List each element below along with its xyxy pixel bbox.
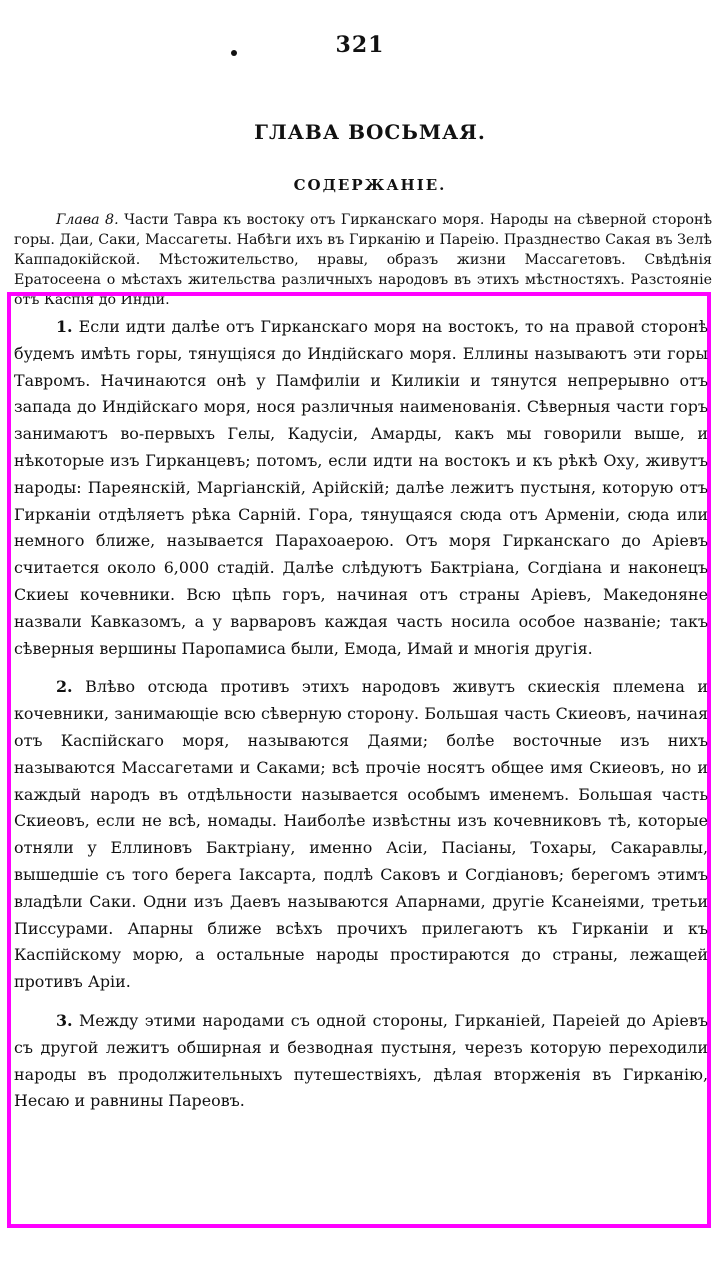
contents-heading: СОДЕРЖАНIЕ. — [293, 176, 447, 194]
paragraph-text: Между этими народами съ одной стороны, Гирканiей, Пареiей до Арiевъ съ другой лежитъ обширная и безводная пустыня, черезъ которую переходили народы въ продолжительныхъ путешествiяхъ, дѣлая вторженiя въ Гирканiю, Несаю и равнины Пареовъ. — [14, 1010, 708, 1111]
paragraph-text: Если идти далѣе отъ Гирканскаго моря на востокъ, то на правой сторонѣ будемъ имѣть горы, тянущiяся до Индiйскаго моря. Еллины называютъ эти горы Тавромъ. Начинаются онѣ у Памфилiи и Киликiи и тянутся непрерывно отъ запада до Индiйскаго моря, нося различныя наименованiя. Сѣверныя части горъ занимаютъ во-первыхъ Гелы, Кадусiи, Амарды, какъ мы говорили выше, и нѣкоторые изъ Гирканцевъ; потомъ, если идти на востокъ и къ рѣкѣ Оху, живутъ народы: Пареянскiй, Маргiанскiй, Арiйскiй; далѣе лежитъ пустыня, которую отъ Гирканiи отдѣляетъ рѣка Сарнiй. Гора, тянущаяся сюда отъ Арменiи, сюда или немного ближе, называется Парахоаерою. Отъ моря Гирканскаго до Арiевъ считается около 6,000 стадiй. Далѣе слѣдуютъ Бактрiана, Согдiана и наконецъ Скиеы кочевники. Всю цѣпь горъ, начиная отъ страны Арiевъ, Македоняне назвали Кавказомъ, а у варваровъ каждая часть носила особое названiе; такъ сѣверныя вершины Паропамиса были, Емода, Имай и многiя другiя. — [14, 317, 708, 658]
paragraph-text: Влѣво отсюда противъ этихъ народовъ живутъ скиескiя племена и кочевники, занимающiе всю сѣверную сторону. Большая часть Скиеовъ, начиная отъ Каспiйскаго моря, называются Даями; болѣе восточные изъ нихъ называются Массагетами и Саками; всѣ прочiе носятъ общее имя Скиеовъ, но и каждый народъ въ отдѣльности называется особымъ именемъ. Большая часть Скиеовъ, если не всѣ, номады. Наиболѣе извѣстны изъ кочевниковъ тѣ, которые отняли у Еллиновъ Бактрiану, именно Асiи, Пасiаны, Тохары, Сакаравлы, вышедшiе съ того берега Iаксарта, подлѣ Саковъ и Согдiановъ; берегомъ этимъ владѣли Саки. Одни изъ Даевъ называются Апарнами, другiе Ксанеiями, третьи Писсурами. Апарны ближе всѣхъ прочихъ прилегаютъ къ Гирканiи и къ Каспiйскому морю, а остальные народы простираются до страны, лежащей противъ Арiи. — [14, 677, 708, 992]
paragraph-3 — [14, 1008, 708, 1115]
page-number: 321 — [335, 32, 385, 58]
paragraph-number: 1. — [56, 317, 73, 336]
summary-lead: Глава 8. — [56, 212, 119, 228]
paragraph-2 — [14, 674, 708, 996]
paragraph-1 — [14, 314, 708, 662]
paragraph-number: 3. — [56, 1010, 73, 1030]
summary-text: Части Тавра къ востоку отъ Гирканскаго моря. Народы на сѣверной сторонѣ горы. Даи, Саки, Массагеты. Набѣги ихъ въ Гирканiю и Пареiю. Празднество Сакая въ Зелѣ Каппадокiйской. Мѣстожительство, нравы, образъ жизни Массагетовъ. Свѣдѣнiя Ератосеена о мѣстахъ жительства различныхъ народовъ въ этихъ мѣстностяхъ. Разстоянiе отъ Каспiя до Индiи. — [14, 212, 712, 308]
paragraph-number: 2. — [56, 677, 73, 697]
body-text — [14, 314, 708, 1115]
chapter-title: ГЛАВА ВОСЬМАЯ. — [254, 120, 486, 144]
